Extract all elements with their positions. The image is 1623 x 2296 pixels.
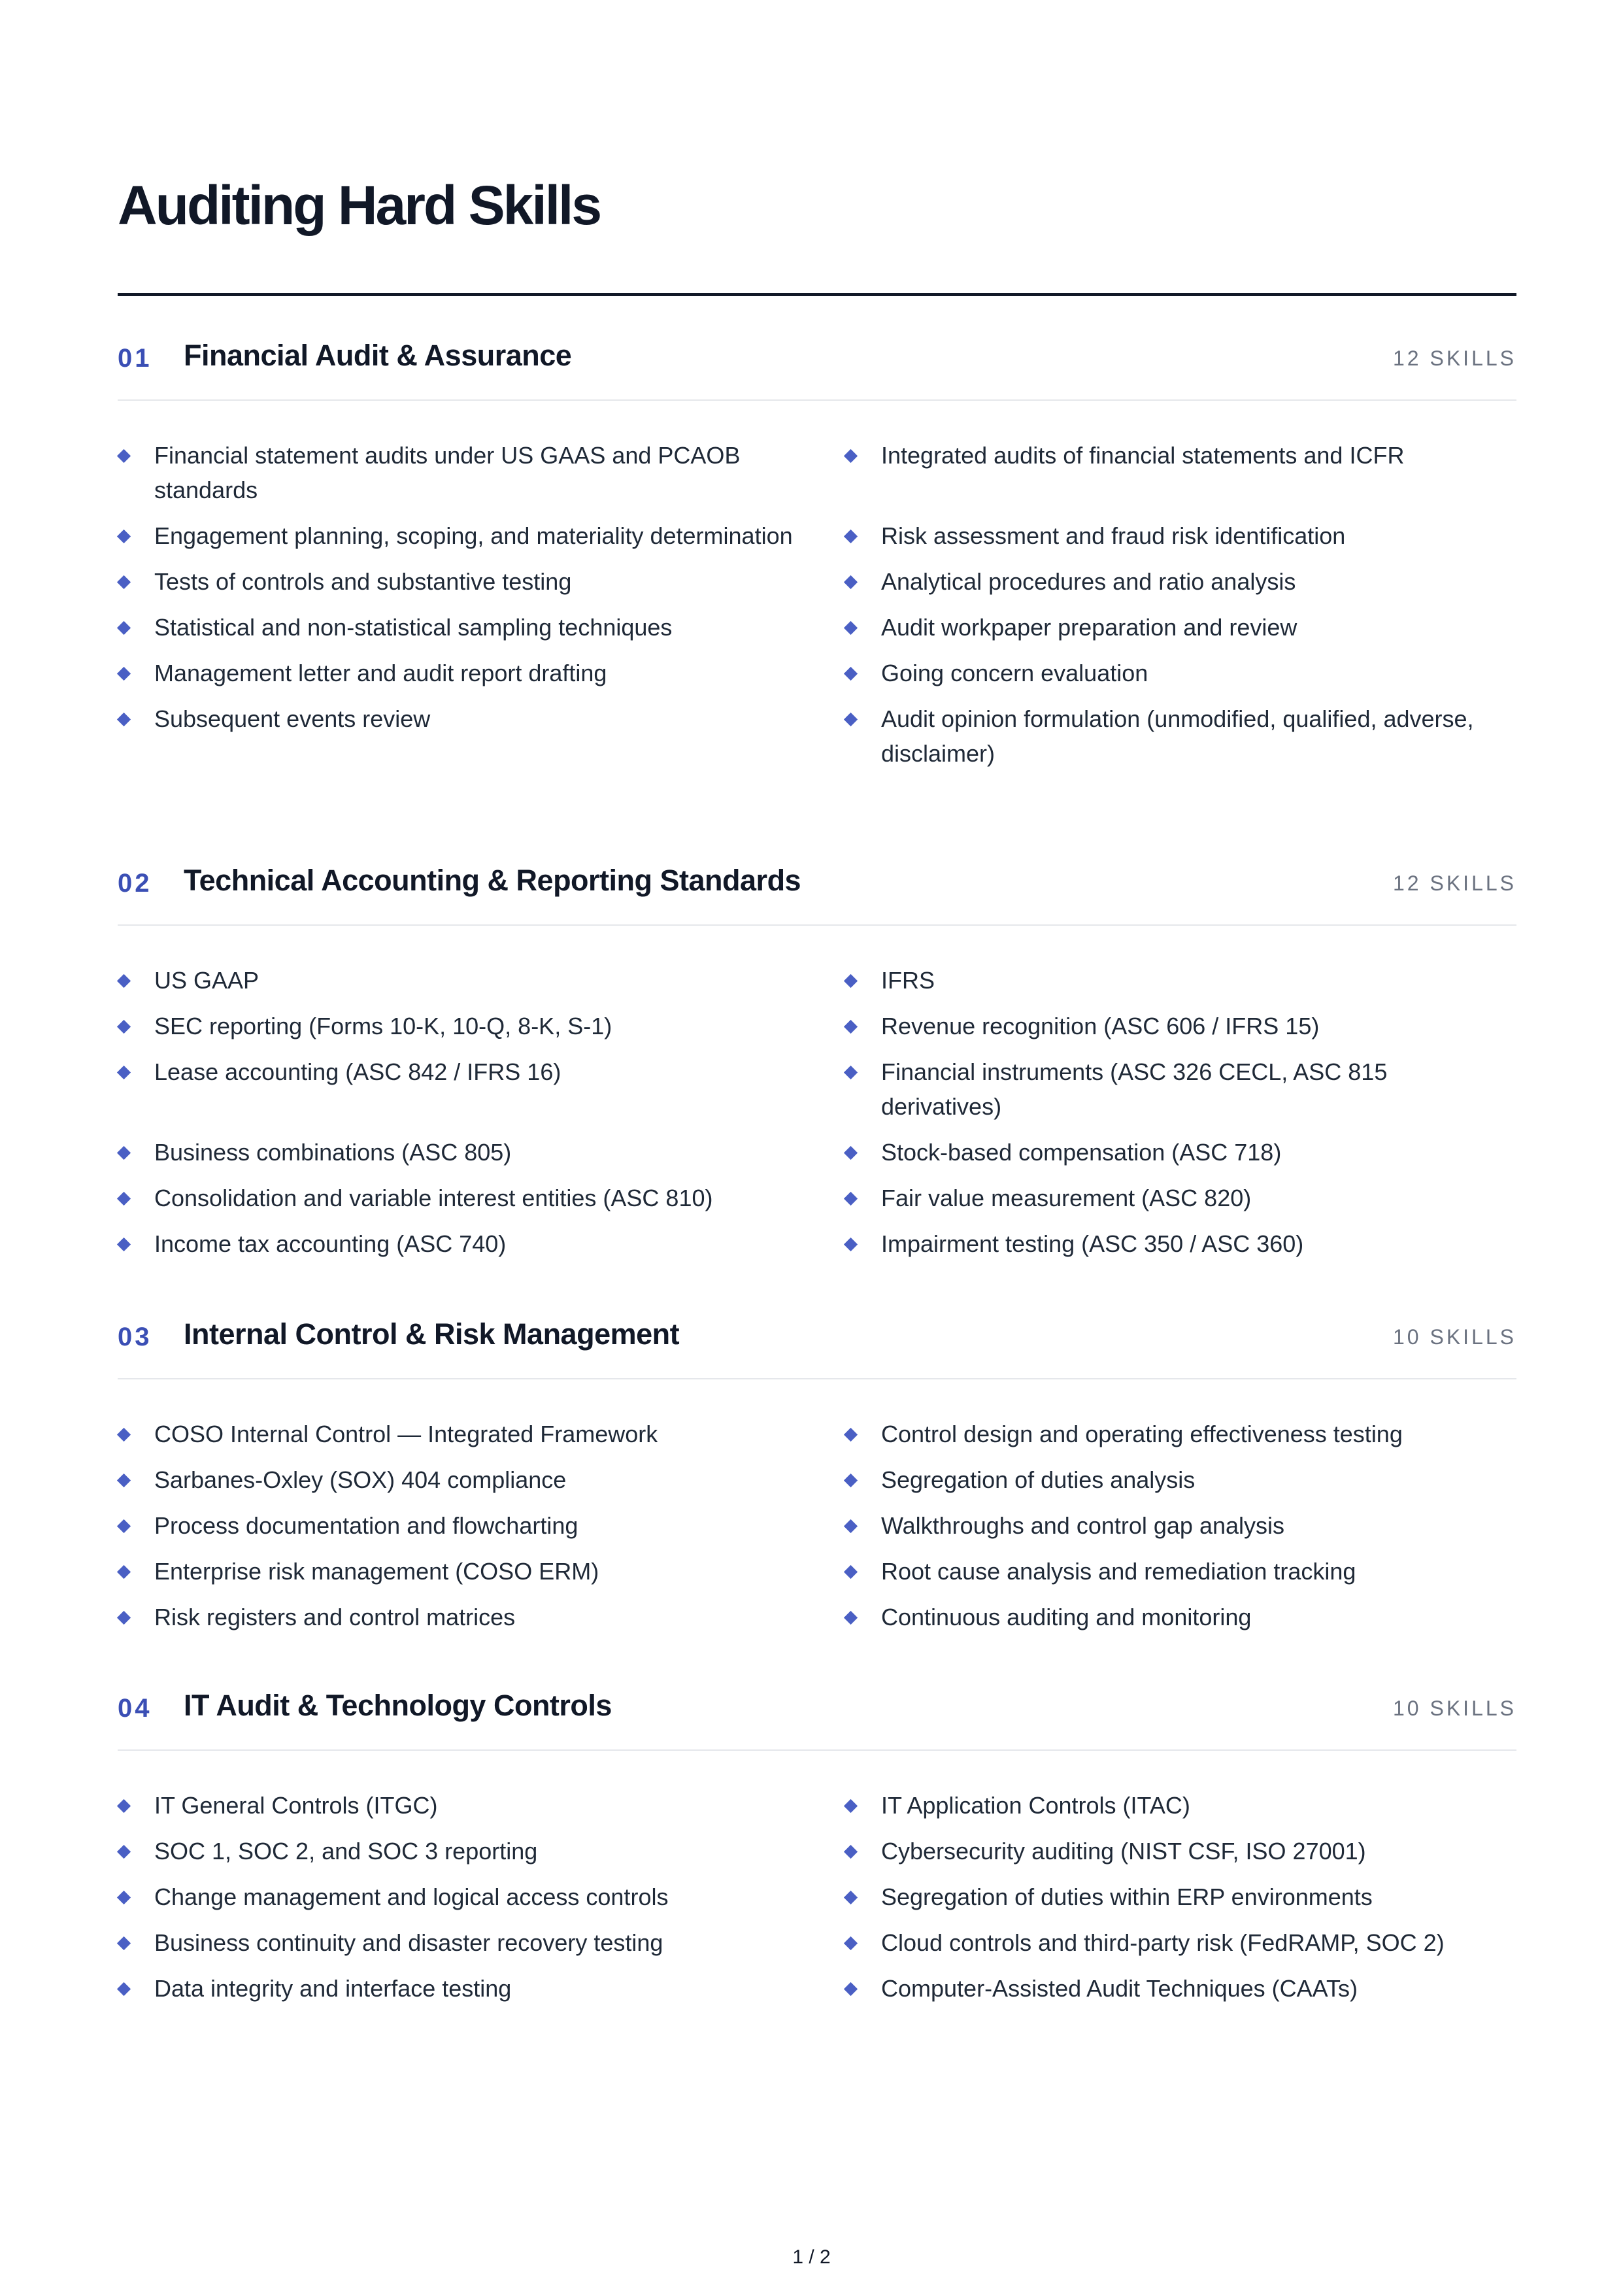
section-skill-count: 10 SKILLS xyxy=(1393,1325,1516,1349)
section-divider xyxy=(118,1378,1516,1379)
skill-text: Business continuity and disaster recovery testing xyxy=(154,1929,663,1956)
skill-text: SEC reporting (Forms 10-K, 10-Q, 8-K, S-1) xyxy=(154,1013,612,1039)
skill-text: Root cause analysis and remediation tracking xyxy=(881,1558,1356,1585)
skill-item xyxy=(845,701,1516,771)
section-header xyxy=(118,1683,1516,1742)
page-number: 1 / 2 xyxy=(792,2246,831,2268)
section-title: Technical Accounting & Reporting Standards xyxy=(184,864,801,897)
diamond-bullet-icon xyxy=(117,1611,131,1625)
skill-text: Continuous auditing and monitoring xyxy=(881,1604,1252,1630)
diamond-bullet-icon xyxy=(117,530,131,543)
skill-item xyxy=(845,610,1516,645)
document-title: Auditing Hard Skills xyxy=(118,175,601,236)
section-skill-count: 12 SKILLS xyxy=(1393,346,1516,370)
diamond-bullet-icon xyxy=(844,713,858,726)
diamond-bullet-icon xyxy=(117,1565,131,1579)
skill-item xyxy=(118,1880,845,1914)
skill-text: Data integrity and interface testing xyxy=(154,1975,512,2002)
skill-text: Walkthroughs and control gap analysis xyxy=(881,1512,1285,1539)
skill-text: Control design and operating effectiveness testing xyxy=(881,1421,1403,1447)
skill-item xyxy=(845,438,1516,507)
skill-text: Business combinations (ASC 805) xyxy=(154,1139,512,1166)
skill-text: Change management and logical access controls xyxy=(154,1883,669,1910)
skill-text: Integrated audits of financial statements and ICFR xyxy=(881,442,1405,469)
diamond-bullet-icon xyxy=(844,1845,858,1859)
diamond-bullet-icon xyxy=(117,1982,131,1996)
skill-item xyxy=(845,1135,1516,1170)
skill-text: Computer-Assisted Audit Techniques (CAATs) xyxy=(881,1975,1358,2002)
section-divider xyxy=(118,399,1516,401)
section-number: 04 xyxy=(118,1694,152,1723)
section-header xyxy=(118,333,1516,392)
diamond-bullet-icon xyxy=(117,1020,131,1034)
skill-text: Revenue recognition (ASC 606 / IFRS 15) xyxy=(881,1013,1320,1039)
title-divider xyxy=(118,293,1516,296)
skill-item xyxy=(845,1181,1516,1215)
skill-text: IFRS xyxy=(881,967,935,994)
skill-text: Statistical and non-statistical sampling techniques xyxy=(154,614,673,641)
diamond-bullet-icon xyxy=(117,1891,131,1904)
diamond-bullet-icon xyxy=(117,667,131,681)
skill-text: Cybersecurity auditing (NIST CSF, ISO 27001) xyxy=(881,1838,1366,1865)
skill-text: Management letter and audit report drafting xyxy=(154,660,607,686)
skill-text: Subsequent events review xyxy=(154,705,431,732)
diamond-bullet-icon xyxy=(844,575,858,589)
skill-item xyxy=(118,1834,845,1868)
section-skill-count: 12 SKILLS xyxy=(1393,871,1516,895)
skill-list xyxy=(118,963,1516,1261)
diamond-bullet-icon xyxy=(117,1066,131,1079)
diamond-bullet-icon xyxy=(844,667,858,681)
skill-item xyxy=(118,1009,845,1043)
skill-text: Tests of controls and substantive testing xyxy=(154,568,572,595)
skill-item xyxy=(845,1508,1516,1543)
skill-item xyxy=(118,1181,845,1215)
skill-item xyxy=(118,564,845,599)
section-internal-control xyxy=(118,1312,1516,1630)
skill-text: Audit opinion formulation (unmodified, qualified, adverse, disclaimer) xyxy=(881,705,1474,767)
diamond-bullet-icon xyxy=(117,449,131,463)
diamond-bullet-icon xyxy=(844,1474,858,1487)
section-number: 01 xyxy=(118,344,152,373)
section-financial-audit xyxy=(118,333,1516,767)
skill-text: Lease accounting (ASC 842 / IFRS 16) xyxy=(154,1058,561,1085)
skill-text: IT Application Controls (ITAC) xyxy=(881,1792,1190,1819)
diamond-bullet-icon xyxy=(117,1936,131,1950)
diamond-bullet-icon xyxy=(844,1428,858,1442)
section-it-audit xyxy=(118,1683,1516,2002)
skill-text: SOC 1, SOC 2, and SOC 3 reporting xyxy=(154,1838,538,1865)
skill-text: Analytical procedures and ratio analysis xyxy=(881,568,1296,595)
skill-item xyxy=(845,1880,1516,1914)
section-divider xyxy=(118,924,1516,926)
diamond-bullet-icon xyxy=(844,1066,858,1079)
skill-item xyxy=(845,1009,1516,1043)
skill-text: Risk assessment and fraud risk identification xyxy=(881,522,1346,549)
skill-item xyxy=(118,1462,845,1497)
diamond-bullet-icon xyxy=(844,621,858,635)
skill-item xyxy=(845,518,1516,553)
skill-item xyxy=(118,1971,845,2006)
skill-item xyxy=(118,1788,845,1823)
skill-text: Process documentation and flowcharting xyxy=(154,1512,578,1539)
skill-item xyxy=(845,1834,1516,1868)
section-number: 02 xyxy=(118,869,152,898)
diamond-bullet-icon xyxy=(117,1238,131,1251)
skill-text: Income tax accounting (ASC 740) xyxy=(154,1230,507,1257)
diamond-bullet-icon xyxy=(844,1238,858,1251)
skill-text: IT General Controls (ITGC) xyxy=(154,1792,438,1819)
skill-item xyxy=(845,1462,1516,1497)
skill-item xyxy=(845,1925,1516,1960)
skill-text: Enterprise risk management (COSO ERM) xyxy=(154,1558,599,1585)
skill-item xyxy=(118,610,845,645)
skill-text: Impairment testing (ASC 350 / ASC 360) xyxy=(881,1230,1304,1257)
skill-item xyxy=(845,1554,1516,1589)
section-header xyxy=(118,858,1516,917)
skill-item xyxy=(118,1135,845,1170)
diamond-bullet-icon xyxy=(844,1146,858,1160)
skill-text: Financial statement audits under US GAAS and PCAOB standards xyxy=(154,442,741,503)
skill-list xyxy=(118,1788,1516,2006)
skill-text: Segregation of duties analysis xyxy=(881,1466,1196,1493)
skill-text: Cloud controls and third-party risk (FedRAMP, SOC 2) xyxy=(881,1929,1445,1956)
skill-text: Consolidation and variable interest entities (ASC 810) xyxy=(154,1185,713,1211)
skill-text: Financial instruments (ASC 326 CECL, ASC 815 derivatives) xyxy=(881,1058,1388,1120)
diamond-bullet-icon xyxy=(117,713,131,726)
diamond-bullet-icon xyxy=(844,449,858,463)
skill-text: Audit workpaper preparation and review xyxy=(881,614,1297,641)
section-title: Financial Audit & Assurance xyxy=(184,339,572,372)
diamond-bullet-icon xyxy=(844,1192,858,1206)
diamond-bullet-icon xyxy=(117,974,131,988)
skill-item xyxy=(118,701,845,771)
skill-item xyxy=(118,656,845,690)
skill-list xyxy=(118,438,1516,771)
diamond-bullet-icon xyxy=(844,1565,858,1579)
skill-item xyxy=(118,1925,845,1960)
section-divider xyxy=(118,1749,1516,1751)
skill-text: Risk registers and control matrices xyxy=(154,1604,516,1630)
diamond-bullet-icon xyxy=(844,1611,858,1625)
diamond-bullet-icon xyxy=(844,974,858,988)
diamond-bullet-icon xyxy=(844,1891,858,1904)
diamond-bullet-icon xyxy=(844,1936,858,1950)
skill-text: Fair value measurement (ASC 820) xyxy=(881,1185,1252,1211)
skill-text: US GAAP xyxy=(154,967,259,994)
skill-item xyxy=(845,656,1516,690)
skill-text: Going concern evaluation xyxy=(881,660,1148,686)
skill-item xyxy=(118,1055,845,1124)
skill-item xyxy=(845,963,1516,998)
skill-text: Engagement planning, scoping, and materiality determination xyxy=(154,522,793,549)
skill-item xyxy=(845,1600,1516,1634)
diamond-bullet-icon xyxy=(844,1799,858,1813)
diamond-bullet-icon xyxy=(117,1146,131,1160)
skill-list xyxy=(118,1417,1516,1634)
skill-item xyxy=(845,1417,1516,1451)
section-skill-count: 10 SKILLS xyxy=(1393,1697,1516,1720)
skill-item xyxy=(845,1055,1516,1124)
skill-item xyxy=(118,438,845,507)
diamond-bullet-icon xyxy=(844,1020,858,1034)
skill-item xyxy=(118,1508,845,1543)
section-technical-accounting xyxy=(118,858,1516,1257)
skill-text: Segregation of duties within ERP environments xyxy=(881,1883,1373,1910)
skill-item xyxy=(845,1971,1516,2006)
skill-text: Stock-based compensation (ASC 718) xyxy=(881,1139,1282,1166)
skill-item xyxy=(118,1554,845,1589)
diamond-bullet-icon xyxy=(117,575,131,589)
section-number: 03 xyxy=(118,1323,152,1351)
diamond-bullet-icon xyxy=(844,1519,858,1533)
skill-text: Sarbanes-Oxley (SOX) 404 compliance xyxy=(154,1466,567,1493)
section-title: IT Audit & Technology Controls xyxy=(184,1689,612,1722)
skill-item xyxy=(118,963,845,998)
skill-item xyxy=(118,1226,845,1261)
skill-item xyxy=(845,564,1516,599)
diamond-bullet-icon xyxy=(117,1192,131,1206)
diamond-bullet-icon xyxy=(117,1519,131,1533)
section-title: Internal Control & Risk Management xyxy=(184,1317,680,1351)
skill-item xyxy=(845,1226,1516,1261)
diamond-bullet-icon xyxy=(844,1982,858,1996)
section-header xyxy=(118,1312,1516,1371)
diamond-bullet-icon xyxy=(117,1428,131,1442)
skill-text: COSO Internal Control — Integrated Framework xyxy=(154,1421,658,1447)
skill-item xyxy=(118,1417,845,1451)
diamond-bullet-icon xyxy=(117,1799,131,1813)
skill-item xyxy=(845,1788,1516,1823)
diamond-bullet-icon xyxy=(117,1845,131,1859)
skill-item xyxy=(118,1600,845,1634)
diamond-bullet-icon xyxy=(844,530,858,543)
diamond-bullet-icon xyxy=(117,1474,131,1487)
diamond-bullet-icon xyxy=(117,621,131,635)
skill-item xyxy=(118,518,845,553)
